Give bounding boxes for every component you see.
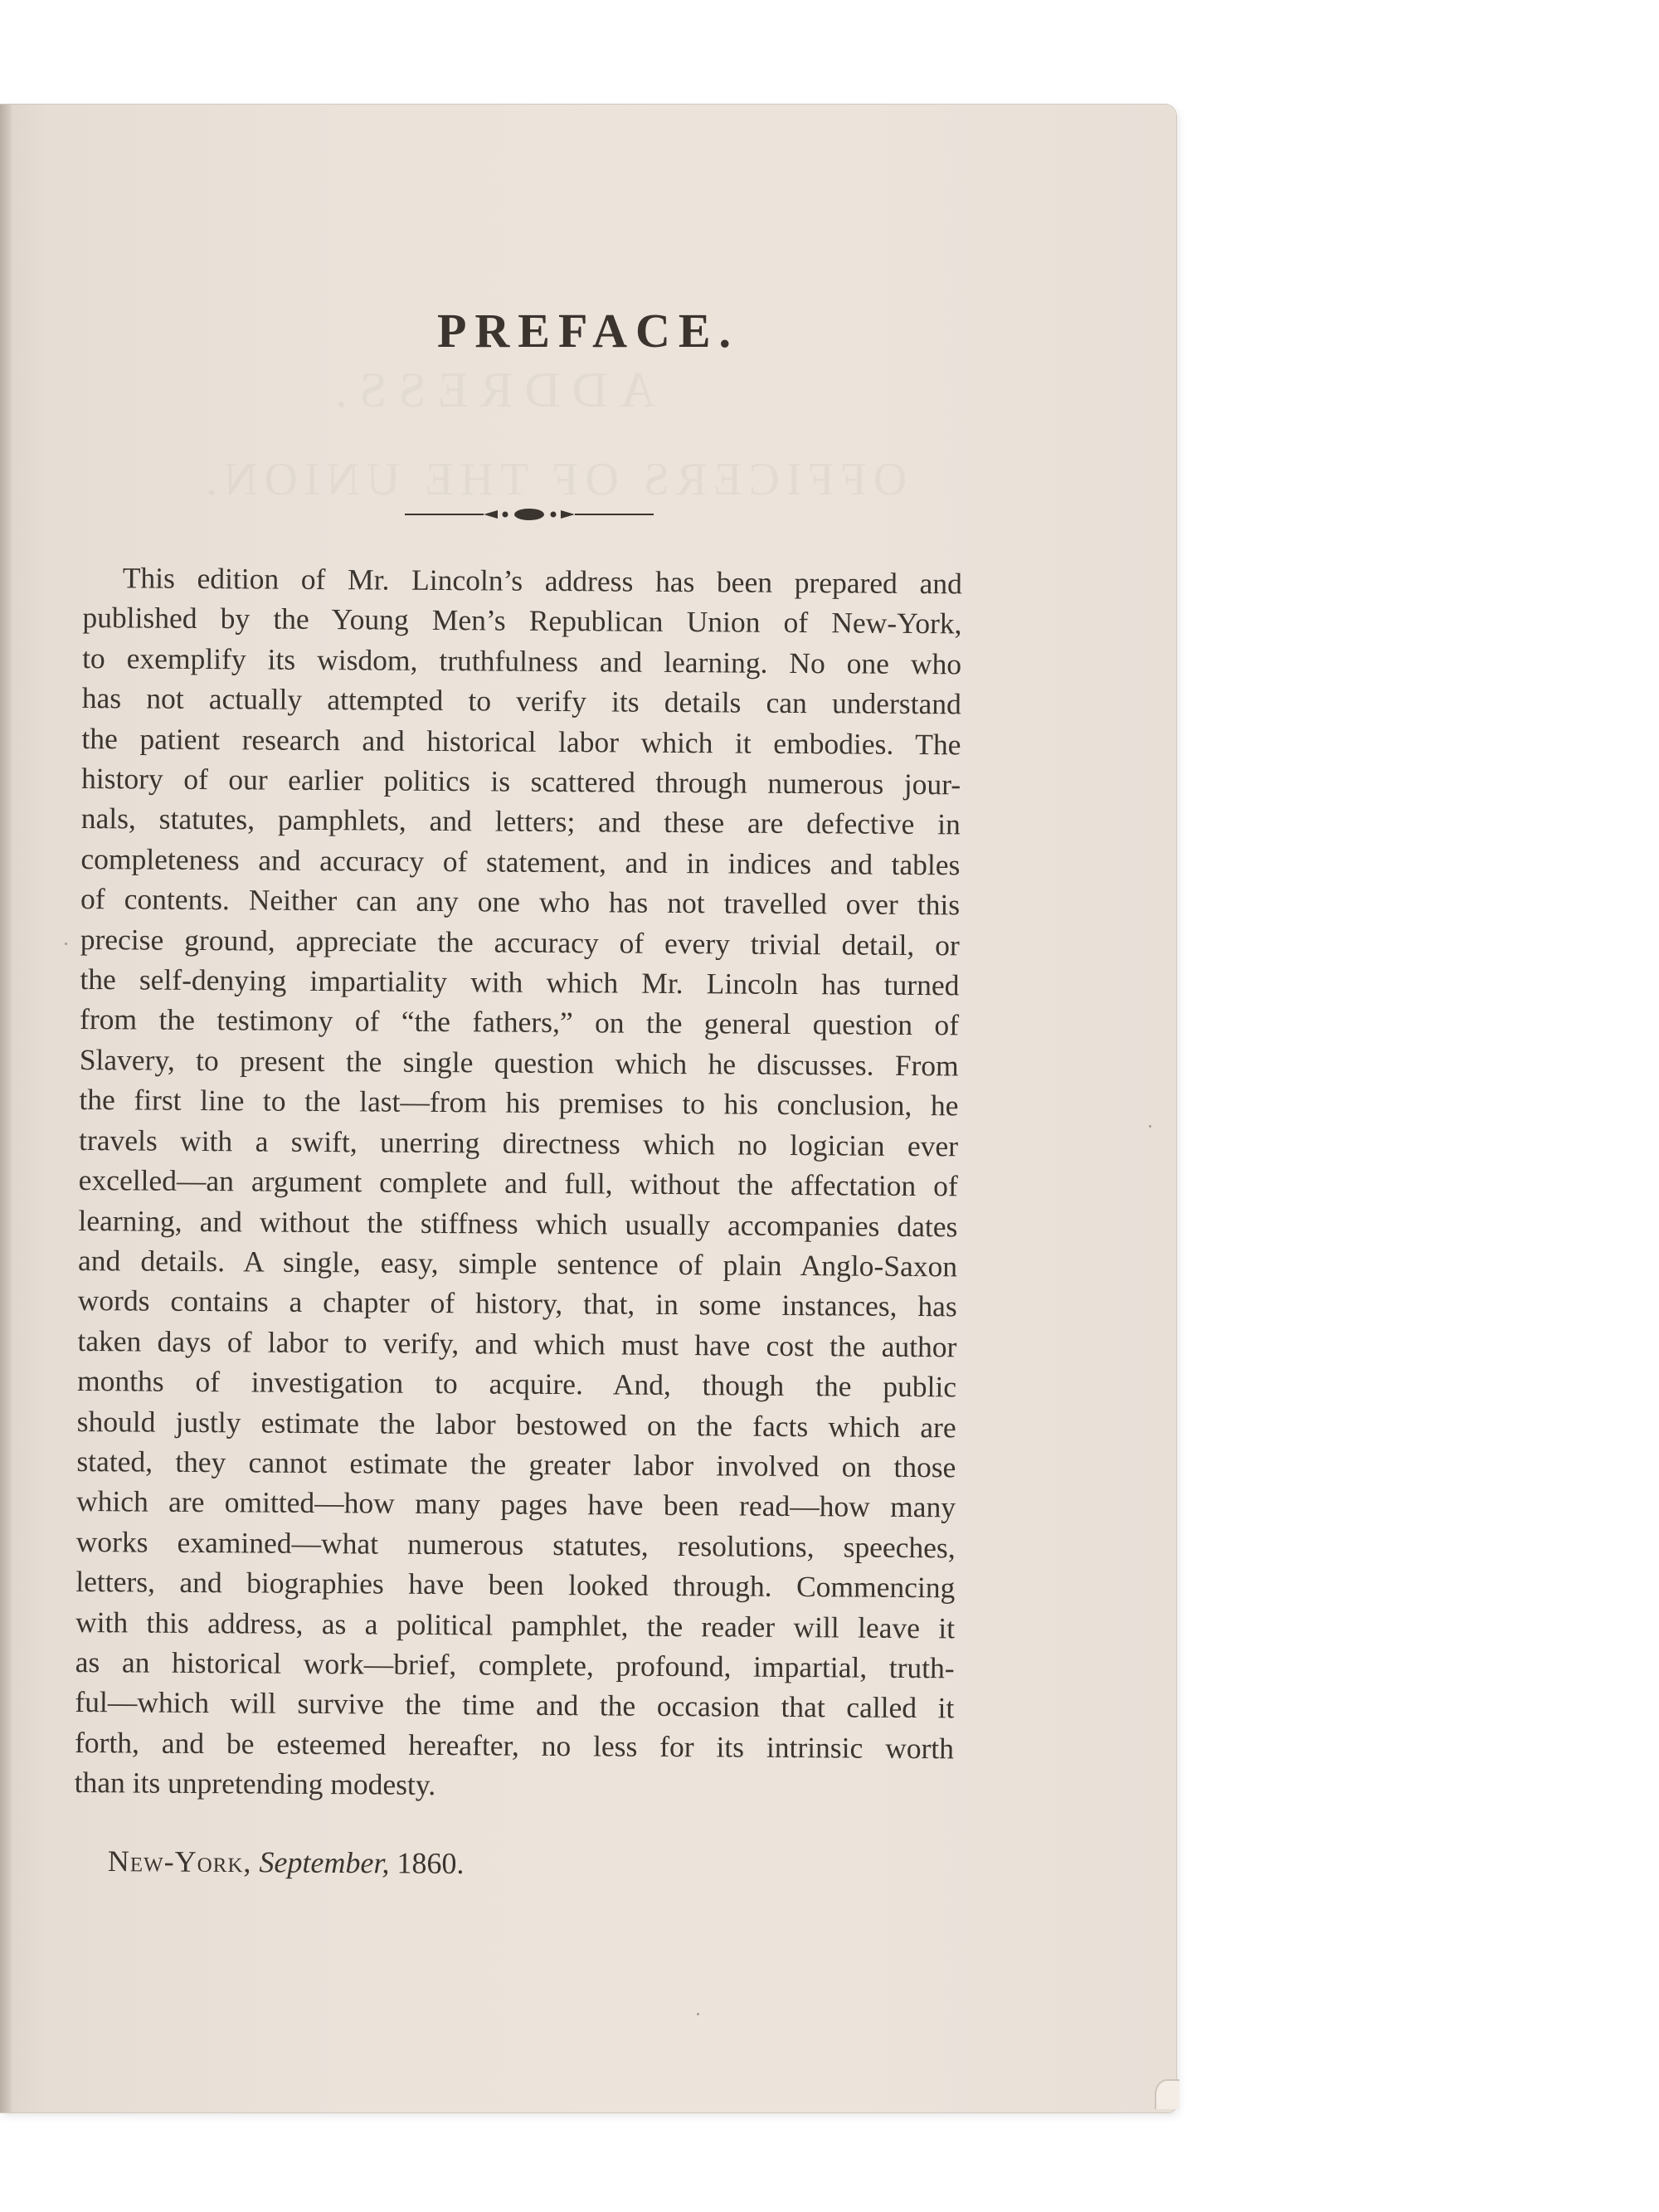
signoff-month: September,	[259, 1845, 390, 1880]
body-line: history of our earlier politics is scattered through numerous jour-	[81, 762, 961, 801]
signoff-year: 1860.	[397, 1846, 465, 1880]
page-spine	[0, 105, 12, 2112]
body-line: and details. A single, easy, simple sentence of plain Anglo-Saxon	[77, 1243, 958, 1284]
paper-speck	[65, 943, 67, 945]
body-line: from the testimony of “the fathers,” on the general question of	[79, 1002, 960, 1042]
bleed-through-text-1: ADDRESS.	[324, 363, 656, 417]
body-line: which are omitted—how many pages have been read—how many	[75, 1484, 956, 1524]
body-line: to exemplify its wisdom, truthfulness and learning. No one who	[82, 641, 962, 681]
body-line: months of investigation to acquire. And, though the public	[76, 1364, 957, 1404]
body-line: stated, they cannot estimate the greater labor involved on those	[76, 1444, 956, 1484]
paper-speck	[697, 2013, 699, 2015]
body-line: precise ground, appreciate the accuracy of every trivial detail, or	[80, 922, 960, 962]
body-line: the first line to the last—from his premises to his conclusion, he	[79, 1083, 959, 1123]
body-line: has not actually attempted to verify its details can understand	[81, 681, 961, 721]
body-line: learning, and without the stiffness which usually accompanies dates	[78, 1203, 958, 1243]
body-line: as an historical work—brief, complete, profound, impartial, truth-	[75, 1644, 955, 1685]
ornament-divider-icon	[405, 504, 654, 524]
body-line: travels with a swift, unerring directness which no logician ever	[78, 1123, 959, 1163]
body-line: published by the Young Men’s Republican Union of New-York,	[82, 601, 962, 641]
body-line: taken days of labor to verify, and which must have cost the author	[77, 1323, 957, 1364]
signoff	[108, 1844, 465, 1881]
body-line: the self-denying impartiality with which Mr. Lincoln has turned	[80, 962, 960, 1002]
body-line: letters, and biographies have been looked through. Commencing	[75, 1565, 956, 1605]
body-line: works examined—what numerous statutes, resolutions, speeches,	[75, 1524, 956, 1565]
body-line: than its unpretending modesty.	[74, 1766, 436, 1802]
curled-corner	[1155, 2079, 1180, 2109]
body-line: of contents. Neither can any one who has not travelled over this	[80, 882, 961, 922]
body-line: This edition of Mr. Lincoln’s address has been prepared and	[122, 561, 962, 601]
preface-body	[75, 558, 962, 1809]
body-line: should justly estimate the labor bestowed on the facts which are	[76, 1404, 956, 1444]
signoff-place: New-York,	[107, 1844, 252, 1879]
body-line: ful—which will survive the time and the occasion that called it	[75, 1685, 955, 1725]
body-line: words contains a chapter of history, that, in some instances, has	[77, 1284, 957, 1323]
page-title: PREFACE.	[436, 304, 740, 358]
paper-speck	[1149, 1125, 1151, 1128]
body-line: Slavery, to present the single question which he discusses. From	[79, 1042, 959, 1083]
body-line: the patient research and historical labor which it embodies. The	[81, 721, 961, 762]
bleed-through-text-2: OFFICERS OF THE UNION.	[199, 454, 907, 505]
body-line: nals, statutes, pamphlets, and letters; and these are defective in	[80, 801, 961, 841]
body-line: excelled—an argument complete and full, without the affectation of	[78, 1163, 958, 1203]
body-line: completeness and accuracy of statement, and in indices and tables	[80, 841, 961, 882]
body-line: with this address, as a political pamphlet, the reader will leave it	[75, 1605, 956, 1644]
body-line: forth, and be esteemed hereafter, no less for its intrinsic worth	[74, 1725, 955, 1766]
